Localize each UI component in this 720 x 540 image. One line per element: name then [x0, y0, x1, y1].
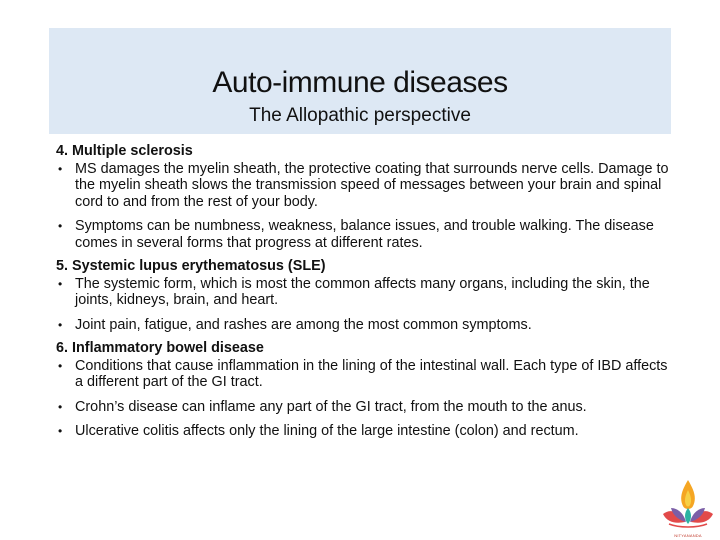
section-multiple-sclerosis	[56, 143, 678, 251]
bullet-item	[56, 218, 678, 251]
section-heading: 5. Systemic lupus erythematosus (SLE)	[56, 258, 326, 274]
bullet-item	[56, 399, 678, 416]
bullet-dot-icon: •	[58, 358, 63, 373]
bullet-text: Symptoms can be numbness, weakness, balance issues, and trouble walking. The disease comes in several forms that progress at different rates.	[75, 218, 654, 251]
bullet-text: MS damages the myelin sheath, the protective coating that surrounds nerve cells. Damage to the myelin sheath slows the transmission speed of messages between your brain and spinal cord to and from the rest of your body.	[75, 160, 669, 210]
slide-content	[56, 143, 678, 448]
bullet-item	[56, 358, 678, 391]
section-lupus	[56, 258, 678, 333]
bullet-dot-icon: •	[58, 399, 63, 414]
section-ibd	[56, 340, 678, 440]
bullet-item	[56, 423, 678, 440]
bullet-item	[56, 317, 678, 334]
lotus-petal-center	[685, 508, 691, 524]
slide-subtitle: The Allopathic perspective	[249, 105, 471, 126]
bullet-item	[56, 161, 678, 211]
bullet-dot-icon: •	[58, 219, 63, 233]
lotus-base	[669, 524, 707, 527]
logo-caption: NITYANANDA	[674, 533, 702, 538]
bullet-text: Ulcerative colitis affects only the lining of the large intestine (colon) and rectum.	[75, 423, 579, 439]
bullet-dot-icon: •	[58, 161, 63, 176]
section-heading: 4. Multiple sclerosis	[56, 143, 193, 159]
bullet-text: Conditions that cause inflammation in the lining of the intestinal wall. Each type of IBD affects a different part of the GI tract.	[75, 357, 668, 390]
bullet-text: The systemic form, which is most the common affects many organs, including the skin, the joints, kidneys, brain, and heart.	[75, 275, 650, 308]
bullet-dot-icon: •	[58, 276, 63, 291]
bullet-item	[56, 276, 678, 309]
section-heading: 6. Inflammatory bowel disease	[56, 340, 264, 356]
title-band	[49, 28, 671, 134]
lotus-flame-logo	[659, 478, 717, 540]
slide-title: Auto-immune diseases	[212, 66, 508, 99]
lotus-flame-icon	[659, 478, 717, 532]
bullet-dot-icon: •	[58, 424, 63, 438]
bullet-dot-icon: •	[58, 317, 63, 332]
bullet-text: Crohn’s disease can inflame any part of the GI tract, from the mouth to the anus.	[75, 398, 587, 415]
bullet-text: Joint pain, fatigue, and rashes are among the most common symptoms.	[75, 316, 532, 333]
